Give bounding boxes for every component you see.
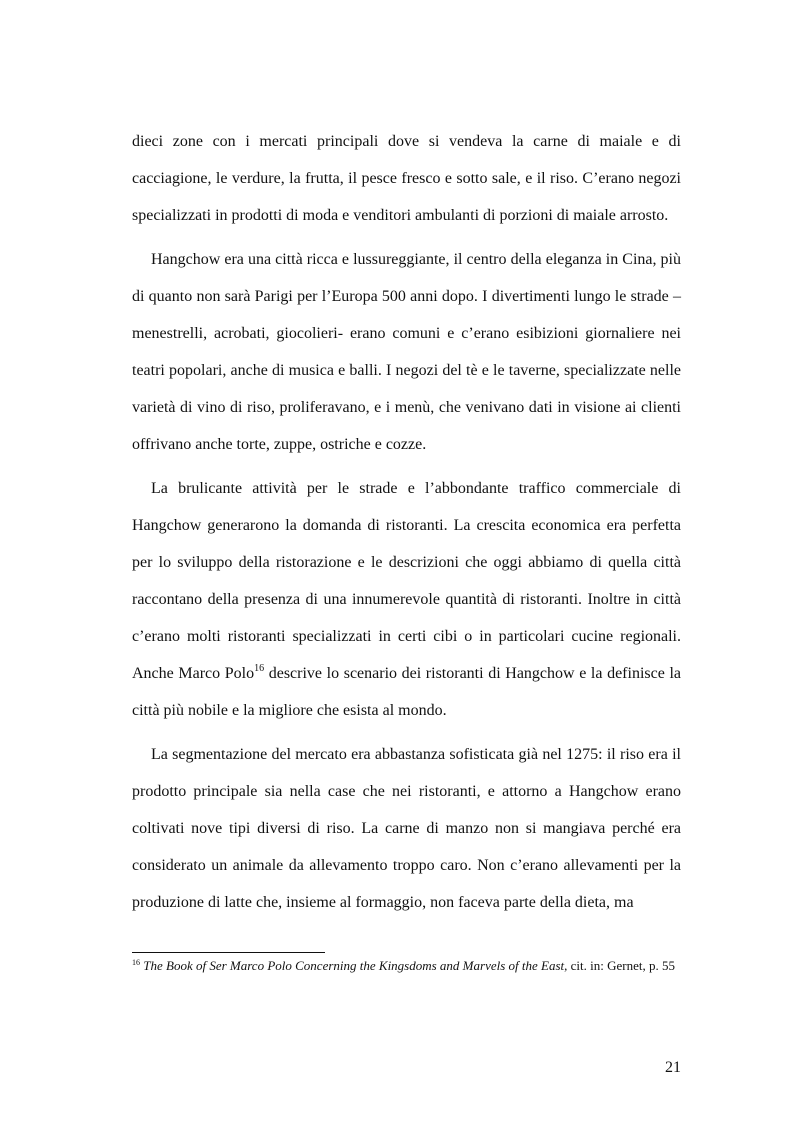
paragraph-3-text-start: La brulicante attività per le strade e l’abbondante traffico commerciale di Hangchow generarono la domanda di ristoranti. La crescita economica era perfetta per lo sviluppo della ristorazione e le descrizioni che oggi abbiamo di quella città raccontano della presenza di una innumerevole quantità di ristoranti. Inoltre in città c’erano molti ristoranti specializzati in certi cibi o in particolari cucine regionali. Anche Marco Polo <box>132 480 681 682</box>
body-text-3 <box>132 470 681 729</box>
footnote-title: The Book of Ser Marco Polo Concerning the Kingsdoms and Marvels of the East <box>143 958 565 973</box>
paragraph-3 <box>132 470 681 729</box>
footnote-number: 16 <box>132 958 140 967</box>
body-text-2 <box>132 241 681 463</box>
body-text-4 <box>132 736 681 921</box>
paragraph-2: Hangchow era una città ricca e lussureggiante, il centro della eleganza in Cina, più di quanto non sarà Parigi per l’Europa 500 anni dopo. I divertimenti lungo le strade –menestrelli, acrobati, giocolieri- erano comuni e c’erano esibizioni giornaliere nei teatri popolari, anche di musica e balli. I negozi del tè e le taverne, specializzate nelle varietà di vino di riso, proliferavano, e i menù, che venivano dati in visione ai clienti offrivano anche torte, zuppe, ostriche e cozze. <box>132 251 681 453</box>
paragraph-4: La segmentazione del mercato era abbastanza sofisticata già nel 1275: il riso era il prodotto principale sia nella case che nei ristoranti, e attorno a Hangchow erano coltivati nove tipi diversi di riso. La carne di manzo non si mangiava perché era considerato un animale da allevamento troppo caro. Non c’erano allevamenti per la produzione di latte che, insieme al formaggio, non faceva parte della dieta, ma <box>132 746 681 911</box>
footnote-divider <box>132 952 325 953</box>
paragraph-3-text-end: descrive lo scenario dei ristoranti di Hangchow e la definisce la città più nobile e la migliore che esista al mondo. <box>132 665 682 719</box>
footnote <box>132 958 681 974</box>
footnote-reference[interactable]: 16 <box>254 663 265 674</box>
paragraph-1: dieci zone con i mercati principali dove si vendeva la carne di maiale e di cacciagione, le verdure, la frutta, il pesce fresco e sotto sale, e il riso. C’erano negozi specializzati in prodotti di moda e venditori ambulanti di porzioni di maiale arrosto. <box>132 133 681 224</box>
page-number: 21 <box>665 1059 681 1076</box>
body-text <box>132 123 681 234</box>
footnote-citation: , cit. in: Gernet, p. 55 <box>564 958 675 973</box>
